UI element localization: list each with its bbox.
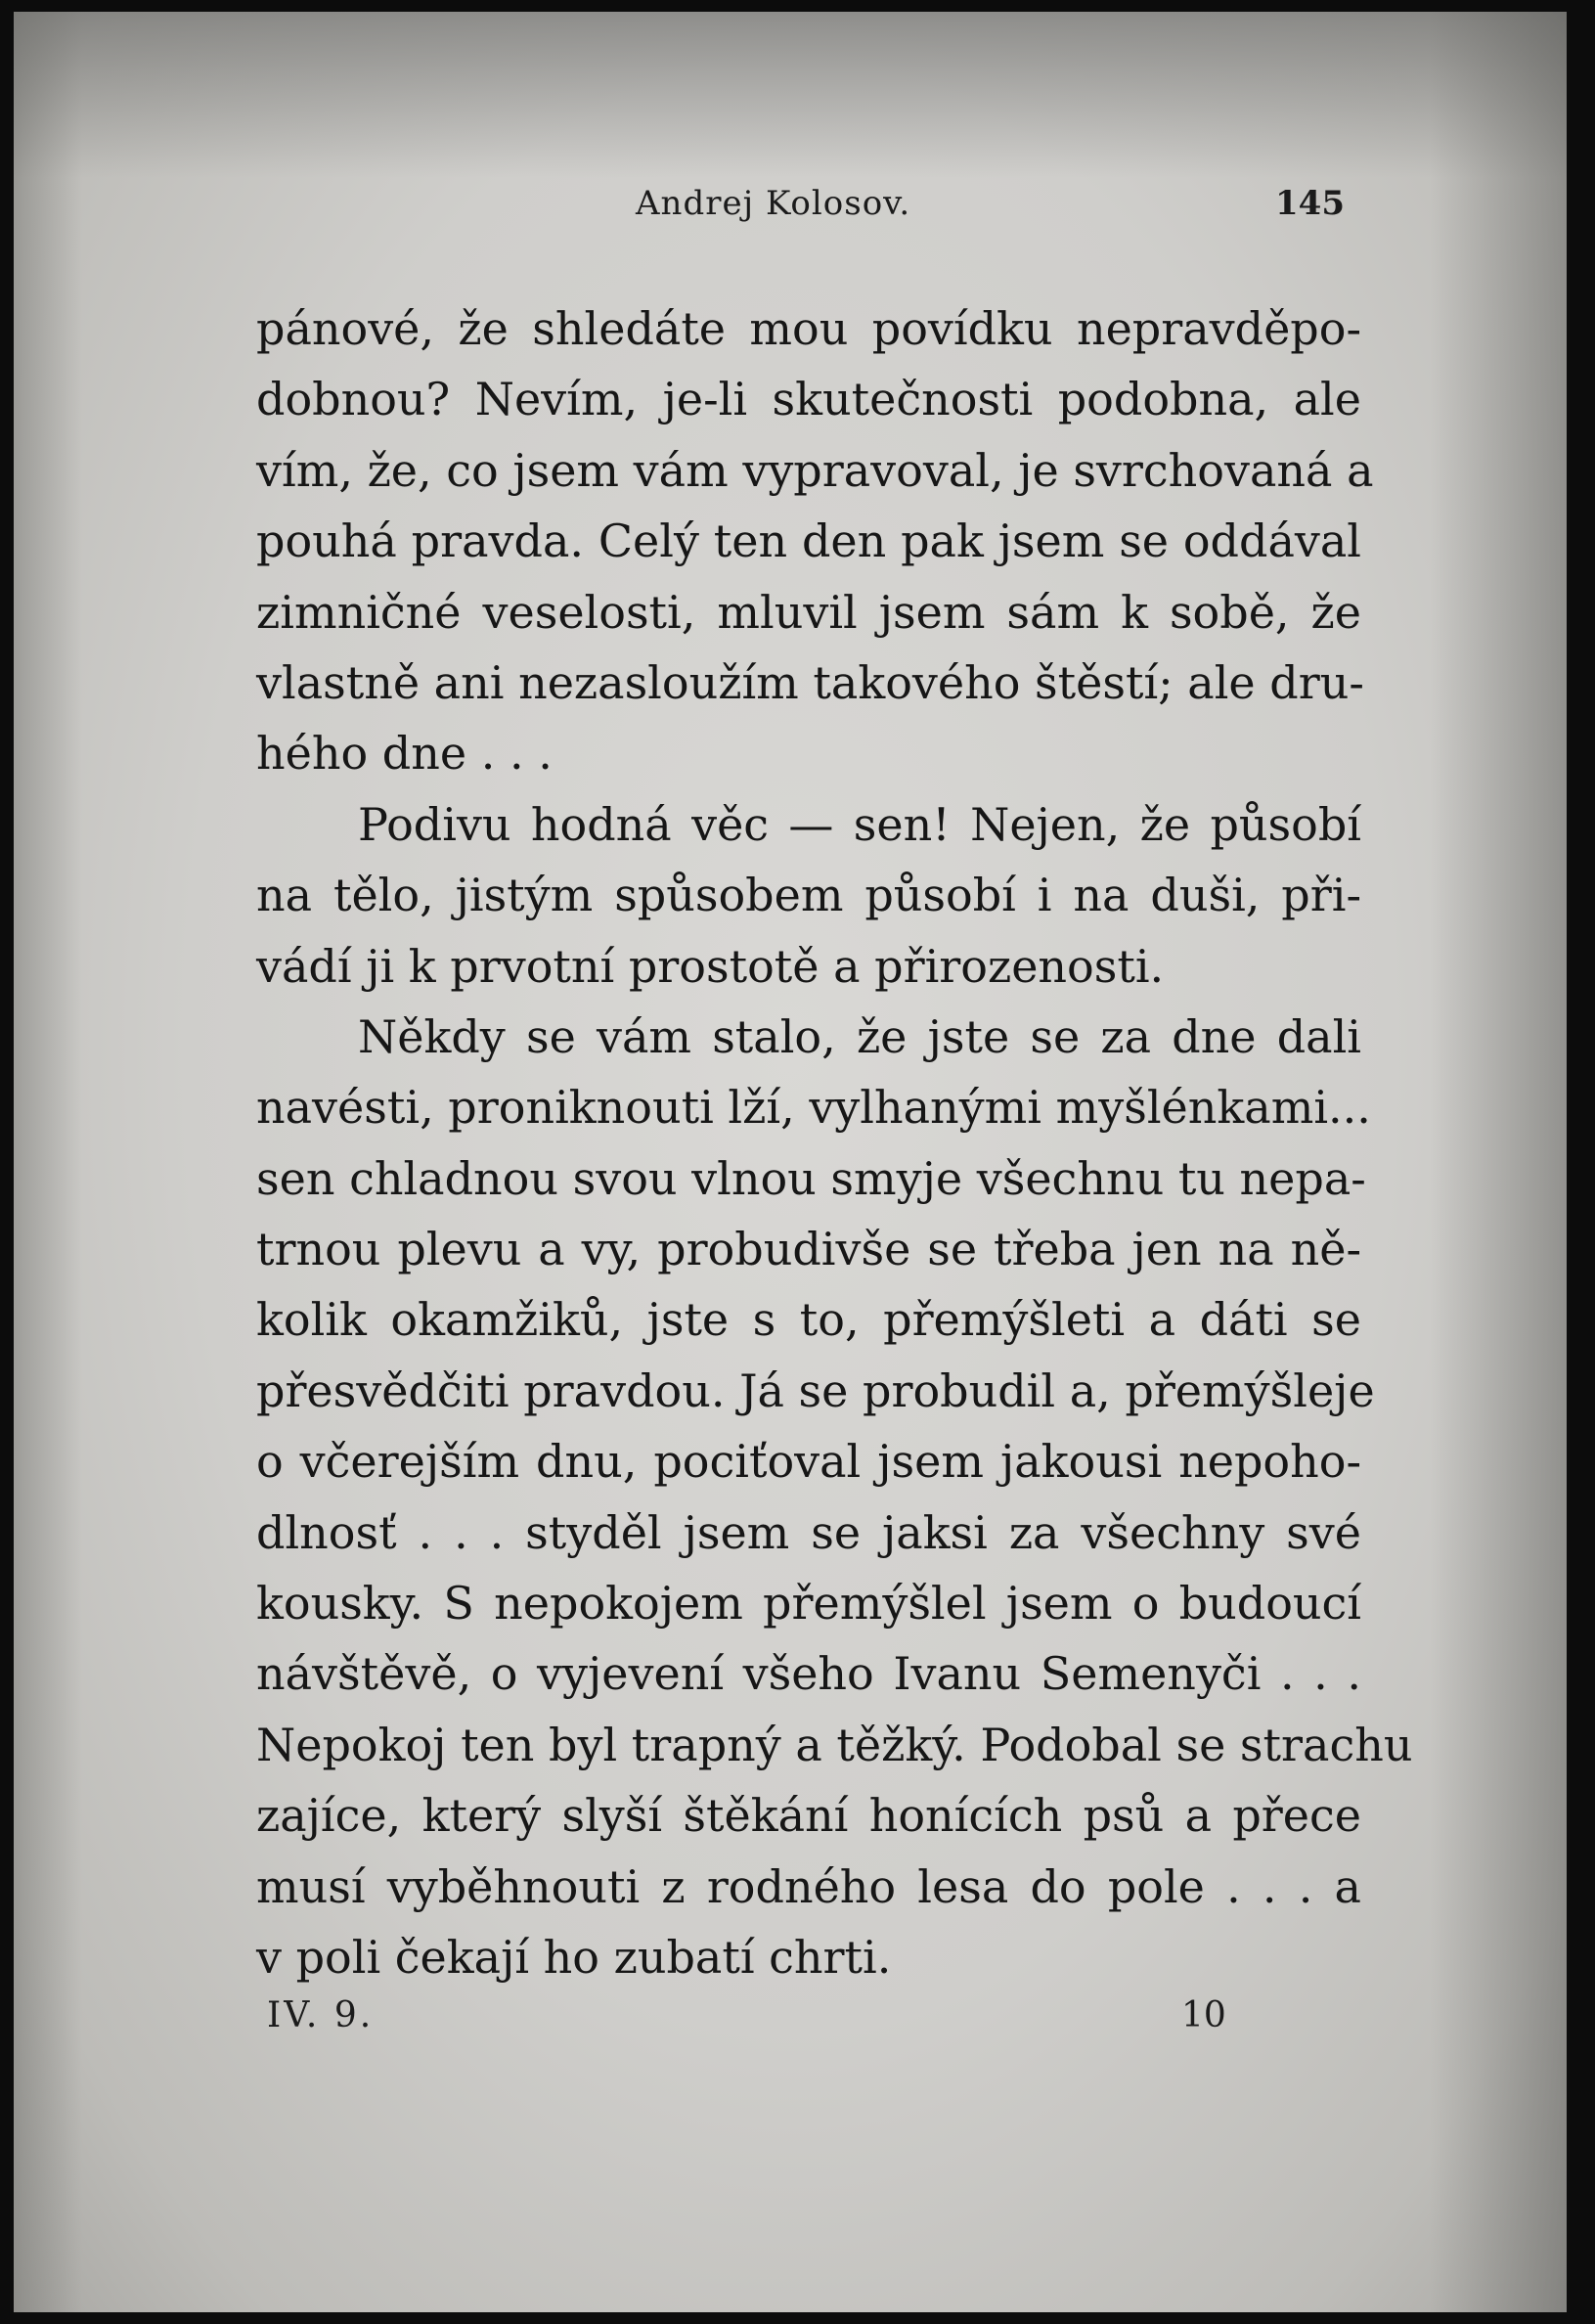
text-line: vím, že, co jsem vám vypravoval, je svrchovaná a <box>256 443 1374 497</box>
text-line: dlnosť . . . styděl jsem se jaksi za všechny své <box>256 1505 1361 1559</box>
text-line: hého dne . . . <box>256 727 553 781</box>
signature-mark: IV. 9. <box>267 1995 375 2035</box>
paragraph <box>256 789 1361 1002</box>
page-number: 145 <box>1275 184 1345 223</box>
text-line: dobnou? Nevím, je-li skutečnosti podobna, ale <box>256 373 1361 426</box>
binding-shadow <box>14 12 82 2312</box>
text-line: zajíce, který slyší štěkání honících psů a přece <box>256 1789 1361 1843</box>
text-line: sen chladnou svou vlnou smyje všechnu tu nepa- <box>256 1151 1366 1205</box>
text-line: Podivu hodná věc — sen! Nejen, že působí <box>358 797 1361 851</box>
text-line: pouhá pravda. Celý ten den pak jsem se oddával <box>256 514 1361 568</box>
text-line: na tělo, jistým spůsobem působí i na duši, při- <box>256 869 1361 922</box>
text-line: Nepokoj ten byl trapný a těžký. Podobal se strachu <box>256 1718 1413 1771</box>
text-line: Někdy se vám stalo, že jste se za dne dali <box>358 1009 1361 1063</box>
text-line: navésti, proniknouti lží, vylhanými myšlénkami... <box>256 1081 1371 1135</box>
text-line: v poli čekají ho zubatí chrti. <box>256 1930 892 1984</box>
text-line: kolik okamžiků, jste s to, přemýšleti a dáti se <box>256 1293 1361 1347</box>
paragraph <box>256 293 1374 789</box>
text-line: trnou plevu a vy, probudivše se třeba jen na ně- <box>256 1223 1361 1276</box>
sheet-number: 10 <box>1181 1995 1226 2035</box>
text-line: návštěvě, o vyjevení všeho Ivanu Semenyči . . . <box>256 1647 1361 1701</box>
text-line: kousky. S nepokojem přemýšlel jsem o budoucí <box>256 1577 1361 1631</box>
text-line: o včerejším dnu, pociťoval jsem jakousi nepoho- <box>256 1435 1361 1489</box>
body-text <box>256 293 1413 1992</box>
text-line: zimničné veselosti, mluvil jsem sám k sobě, že <box>256 585 1361 639</box>
paragraph <box>256 1002 1413 1992</box>
text-line: přesvědčiti pravdou. Já se probudil a, přemýšleje <box>256 1363 1375 1417</box>
running-head: Andrej Kolosov. <box>636 184 911 223</box>
text-line: pánové, že shledáte mou povídku nepravděpo- <box>256 302 1361 355</box>
text-line: vádí ji k prvotní prostotě a přirozenosti. <box>256 939 1165 993</box>
text-line: musí vyběhnouti z rodného lesa do pole . . . a <box>256 1859 1361 1913</box>
text-line: vlastně ani nezasloužím takového štěstí; ale dru- <box>256 655 1364 709</box>
